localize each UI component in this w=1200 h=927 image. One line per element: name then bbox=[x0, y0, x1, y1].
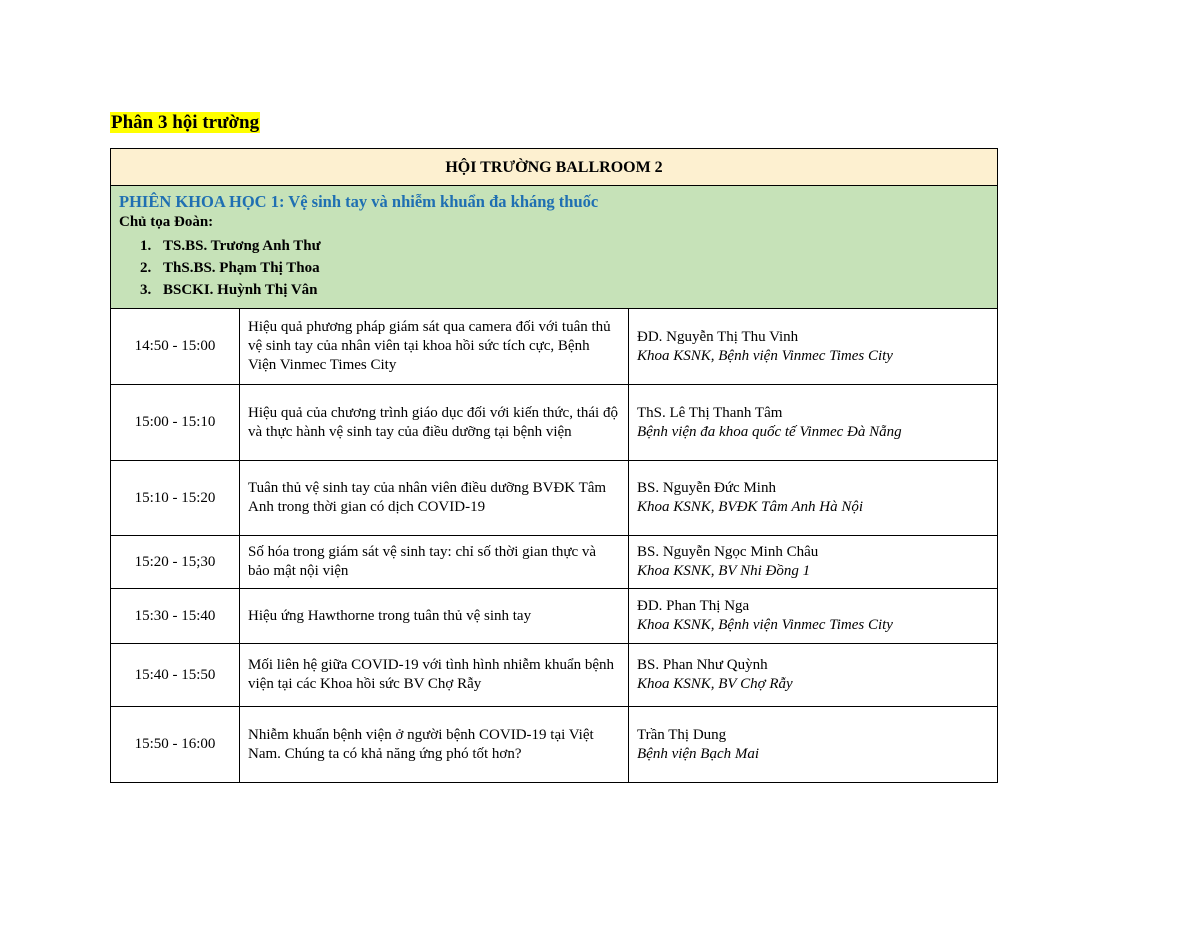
topic-cell: Hiệu quả của chương trình giáo dục đối với kiến thức, thái độ và thực hành vệ sinh tay của điều dưỡng tại bệnh viện bbox=[240, 385, 629, 461]
time-cell: 15:20 - 15;30 bbox=[111, 536, 240, 589]
session-header-row bbox=[111, 186, 998, 309]
section-heading-text: Phân 3 hội trường bbox=[111, 112, 260, 133]
time-cell: 15:10 - 15:20 bbox=[111, 461, 240, 536]
topic-cell: Mối liên hệ giữa COVID-19 với tình hình nhiễm khuẩn bệnh viện tại các Khoa hồi sức BV Chợ Rẫy bbox=[240, 644, 629, 707]
session-title: PHIÊN KHOA HỌC 1: Vệ sinh tay và nhiễm khuẩn đa kháng thuốc bbox=[119, 192, 599, 211]
speaker-cell bbox=[629, 461, 998, 536]
hall-title: HỘI TRƯỜNG BALLROOM 2 bbox=[111, 149, 998, 186]
speaker-cell bbox=[629, 644, 998, 707]
speaker-cell bbox=[629, 589, 998, 644]
speaker-affiliation: Khoa KSNK, BV Chợ Rẫy bbox=[637, 676, 793, 692]
speaker-affiliation: Bệnh viện đa khoa quốc tế Vinmec Đà Nẵng bbox=[637, 423, 902, 440]
chair-item: 1. TS.BS. Trương Anh Thư bbox=[155, 235, 989, 257]
speaker-name: ĐD. Phan Thị Nga bbox=[637, 598, 750, 614]
speaker-name: Trần Thị Dung bbox=[637, 726, 727, 743]
speaker-name: ĐD. Nguyễn Thị Thu Vinh bbox=[637, 328, 799, 345]
hall-header-row bbox=[111, 149, 998, 186]
topic-cell: Hiệu quả phương pháp giám sát qua camera đối với tuân thủ vệ sinh tay của nhân viên tại khoa hồi sức tích cực, Bệnh Viện Vinmec Times City bbox=[240, 309, 629, 385]
chair-item: 2. ThS.BS. Phạm Thị Thoa bbox=[155, 257, 989, 279]
table-row bbox=[111, 461, 998, 536]
time-cell: 14:50 - 15:00 bbox=[111, 309, 240, 385]
speaker-affiliation: Bệnh viện Bạch Mai bbox=[637, 745, 760, 762]
speaker-cell bbox=[629, 309, 998, 385]
speaker-cell bbox=[629, 707, 998, 783]
session-header-cell bbox=[111, 186, 998, 309]
topic-cell: Tuân thủ vệ sinh tay của nhân viên điều dưỡng BVĐK Tâm Anh trong thời gian có dịch COVID-19 bbox=[240, 461, 629, 536]
table-row bbox=[111, 309, 998, 385]
schedule-table bbox=[110, 148, 998, 783]
table-row bbox=[111, 385, 998, 461]
speaker-name: BS. Nguyễn Ngọc Minh Châu bbox=[637, 544, 819, 560]
speaker-affiliation: Khoa KSNK, Bệnh viện Vinmec Times City bbox=[637, 347, 893, 364]
table-row bbox=[111, 707, 998, 783]
section-heading bbox=[110, 111, 260, 135]
speaker-cell bbox=[629, 385, 998, 461]
chair-label: Chủ tọa Đoàn: bbox=[119, 214, 214, 230]
table-row bbox=[111, 644, 998, 707]
table-row bbox=[111, 536, 998, 589]
topic-cell: Nhiễm khuẩn bệnh viện ở người bệnh COVID-19 tại Việt Nam. Chúng ta có khả năng ứng phó tốt hơn? bbox=[240, 707, 629, 783]
topic-cell: Số hóa trong giám sát vệ sinh tay: chỉ số thời gian thực và bảo mật nội viện bbox=[240, 536, 629, 589]
time-cell: 15:40 - 15:50 bbox=[111, 644, 240, 707]
speaker-affiliation: Khoa KSNK, Bệnh viện Vinmec Times City bbox=[637, 617, 893, 633]
chair-list bbox=[119, 235, 989, 301]
time-cell: 15:30 - 15:40 bbox=[111, 589, 240, 644]
speaker-name: ThS. Lê Thị Thanh Tâm bbox=[637, 404, 783, 421]
table-row bbox=[111, 589, 998, 644]
topic-cell: Hiệu ứng Hawthorne trong tuân thủ vệ sinh tay bbox=[240, 589, 629, 644]
speaker-name: BS. Phan Như Quỳnh bbox=[637, 657, 768, 673]
speaker-cell bbox=[629, 536, 998, 589]
speaker-affiliation: Khoa KSNK, BV Nhi Đồng 1 bbox=[637, 563, 811, 579]
chair-item: 3. BSCKI. Huỳnh Thị Vân bbox=[155, 279, 989, 301]
time-cell: 15:00 - 15:10 bbox=[111, 385, 240, 461]
speaker-name: BS. Nguyễn Đức Minh bbox=[637, 480, 776, 496]
speaker-affiliation: Khoa KSNK, BVĐK Tâm Anh Hà Nội bbox=[637, 499, 864, 515]
time-cell: 15:50 - 16:00 bbox=[111, 707, 240, 783]
